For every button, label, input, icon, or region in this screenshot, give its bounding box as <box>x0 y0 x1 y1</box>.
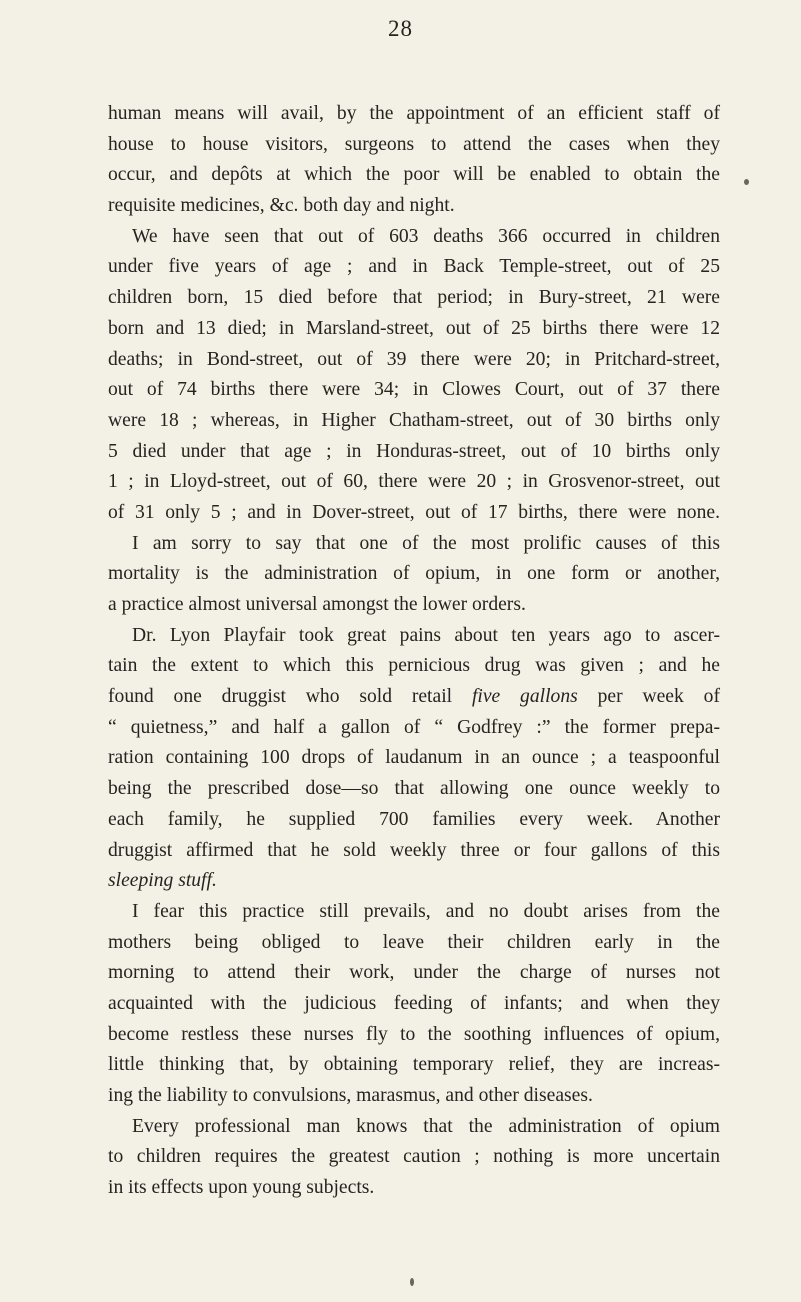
italic-emphasis: sleeping stuff. <box>108 870 217 892</box>
text-line-content: acquainted with the judicious feeding of infants; and when they <box>108 992 720 1014</box>
text-line <box>108 989 720 1020</box>
text-line-content: to children requires the greatest caution ; nothing is more uncertain <box>108 1146 720 1168</box>
text-line-content: “ quietness,” and half a gallon of “ Godfrey :” the former prepa- <box>108 716 720 738</box>
text-line-content: mortality is the administration of opium, in one form or another, <box>108 563 720 585</box>
text-line <box>108 222 720 253</box>
text-line <box>108 252 720 283</box>
text-line-content: We have seen that out of 603 deaths 366 occurred in children <box>132 225 720 247</box>
text-line-content: tain the extent to which this pernicious drug was given ; and he <box>108 655 720 677</box>
text-line <box>108 191 720 222</box>
text-line <box>108 437 720 468</box>
text-line <box>108 1020 720 1051</box>
ink-smudge <box>744 179 749 185</box>
text-line <box>108 283 720 314</box>
text-line-content: a practice almost universal amongst the lower orders. <box>108 594 526 615</box>
text-line <box>108 375 720 406</box>
text-line <box>108 713 720 744</box>
text-line-content: little thinking that, by obtaining temporary relief, they are increas- <box>108 1054 720 1076</box>
text-line-content: children born, 15 died before that period; in Bury-street, 21 were <box>108 287 720 309</box>
text-line <box>108 1050 720 1081</box>
text-line <box>108 160 720 191</box>
text-line-content: under five years of age ; and in Back Temple-street, out of 25 <box>108 256 720 278</box>
text-line-content: Dr. Lyon Playfair took great pains about ten years ago to ascer- <box>132 624 720 646</box>
text-line <box>108 1081 720 1112</box>
text-line-content: out of 74 births there were 34; in Clowes Court, out of 37 there <box>108 379 720 401</box>
text-line-content: occur, and depôts at which the poor will be enabled to obtain the <box>108 164 720 186</box>
text-line-content: born and 13 died; in Marsland-street, out of 25 births there were 12 <box>108 317 720 339</box>
text-line <box>108 958 720 989</box>
text-line-content: requisite medicines, &c. both day and night. <box>108 195 455 217</box>
text-line-content: mothers being obliged to leave their children early in the <box>108 931 720 953</box>
text-line <box>108 590 720 621</box>
text-line <box>108 866 720 897</box>
text-line <box>108 314 720 345</box>
text-line-continuation: per week of <box>577 686 720 708</box>
text-line-content: of 31 only 5 ; and in Dover-street, out of 17 births, there were none. <box>108 501 720 523</box>
text-line <box>108 467 720 498</box>
text-line <box>108 559 720 590</box>
text-line-content: each family, he supplied 700 families every week. Another <box>108 808 720 830</box>
text-line-content: I am sorry to say that one of the most prolific causes of this <box>132 532 720 554</box>
text-line-content: ing the liability to convulsions, marasmus, and other diseases. <box>108 1085 593 1106</box>
text-line-content: 1 ; in Lloyd-street, out of 60, there were 20 ; in Grosvenor-street, out <box>108 471 720 493</box>
text-line <box>108 682 720 713</box>
text-line <box>108 621 720 652</box>
text-line-content: ration containing 100 drops of laudanum in an ounce ; a teaspoonful <box>108 747 720 769</box>
text-line <box>108 406 720 437</box>
text-line <box>108 99 720 130</box>
text-line <box>108 529 720 560</box>
text-line <box>108 130 720 161</box>
text-line <box>108 774 720 805</box>
italic-emphasis: five gallons <box>471 686 578 708</box>
text-line-content: become restless these nurses fly to the soothing influences of opium, <box>108 1023 720 1045</box>
text-line-content: found one druggist who sold retail <box>108 686 453 708</box>
text-line <box>108 928 720 959</box>
text-line-content: were 18 ; whereas, in Higher Chatham-street, out of 30 births only <box>108 409 720 431</box>
text-line <box>108 1142 720 1173</box>
ink-smudge <box>410 1278 414 1286</box>
text-line <box>108 1173 720 1204</box>
text-line-content: deaths; in Bond-street, out of 39 there were 20; in Pritchard-street, <box>108 348 720 370</box>
text-line-content: morning to attend their work, under the charge of nurses not <box>108 962 720 984</box>
text-line <box>108 345 720 376</box>
text-line-content: human means will avail, by the appointment of an efficient staff of <box>108 103 720 124</box>
text-line <box>108 805 720 836</box>
text-line <box>108 1112 720 1143</box>
text-line <box>108 651 720 682</box>
text-line-content: druggist affirmed that he sold weekly three or four gallons of this <box>108 839 720 861</box>
text-line-content: I fear this practice still prevails, and no doubt arises from the <box>132 900 720 922</box>
text-line <box>108 498 720 529</box>
text-line-content: 5 died under that age ; in Honduras-street, out of 10 births only <box>108 440 720 462</box>
text-line <box>108 897 720 928</box>
text-line-content: being the prescribed dose—so that allowing one ounce weekly to <box>108 778 720 800</box>
page-number: 28 <box>388 16 413 41</box>
text-line <box>108 836 720 867</box>
text-line-content: house to house visitors, surgeons to attend the cases when they <box>108 133 720 155</box>
body-text <box>108 99 720 1204</box>
text-line <box>108 743 720 774</box>
text-line-content: in its effects upon young subjects. <box>108 1177 375 1199</box>
text-line-content: Every professional man knows that the administration of opium <box>132 1115 720 1137</box>
